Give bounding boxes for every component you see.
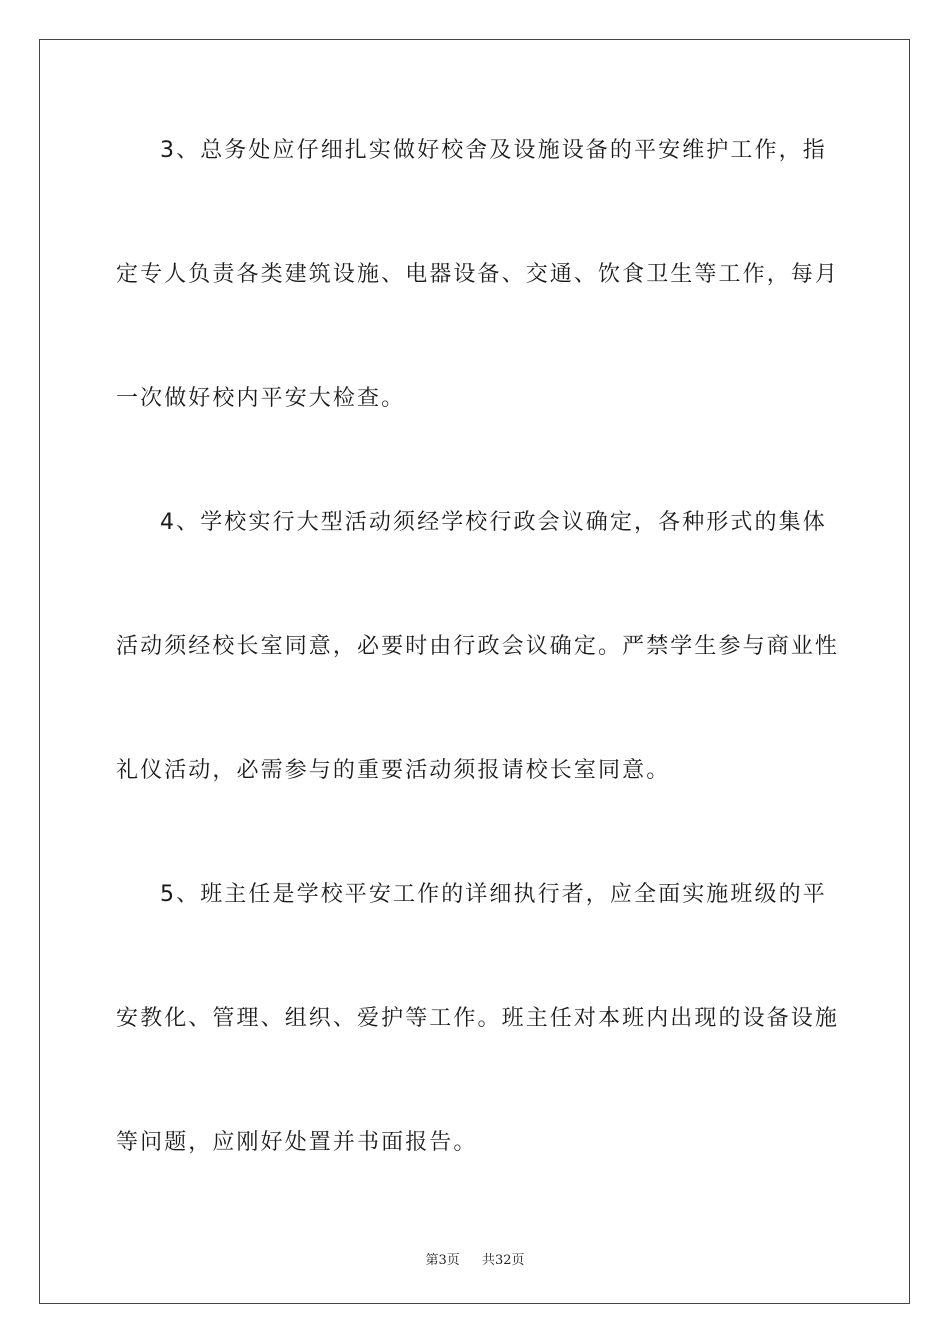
page-footer [0,1249,950,1268]
page-number: 第3页 [425,1253,460,1268]
paragraph-5-line-3: 等问题，应刚好处置并书面报告。 [116,1130,478,1155]
paragraph-4-line-2: 活动须经校长室同意，必要时由行政会议确定。严禁学生参与商业性 [116,634,840,659]
paragraph-5-line-2: 安教化、管理、组织、爱护等工作。班主任对本班内出现的设备设施 [116,1006,840,1031]
paragraph-5-line-1: 5、班主任是学校平安工作的详细执行者，应全面实施班级的平 [160,882,827,907]
paragraph-3-line-2: 定专人负责各类建筑设施、电器设备、交通、饮食卫生等工作，每月 [116,262,840,287]
paragraph-4-line-3: 礼仪活动，必需参与的重要活动须报请校长室同意。 [116,758,671,783]
paragraph-3-line-3: 一次做好校内平安大检查。 [116,386,406,411]
page-border [39,39,910,1304]
paragraph-3-line-1: 3、总务处应仔细扎实做好校舍及设施设备的平安维护工作，指 [160,138,827,163]
page-total: 共32页 [482,1253,525,1268]
paragraph-4-line-1: 4、学校实行大型活动须经学校行政会议确定，各种形式的集体 [160,510,827,535]
